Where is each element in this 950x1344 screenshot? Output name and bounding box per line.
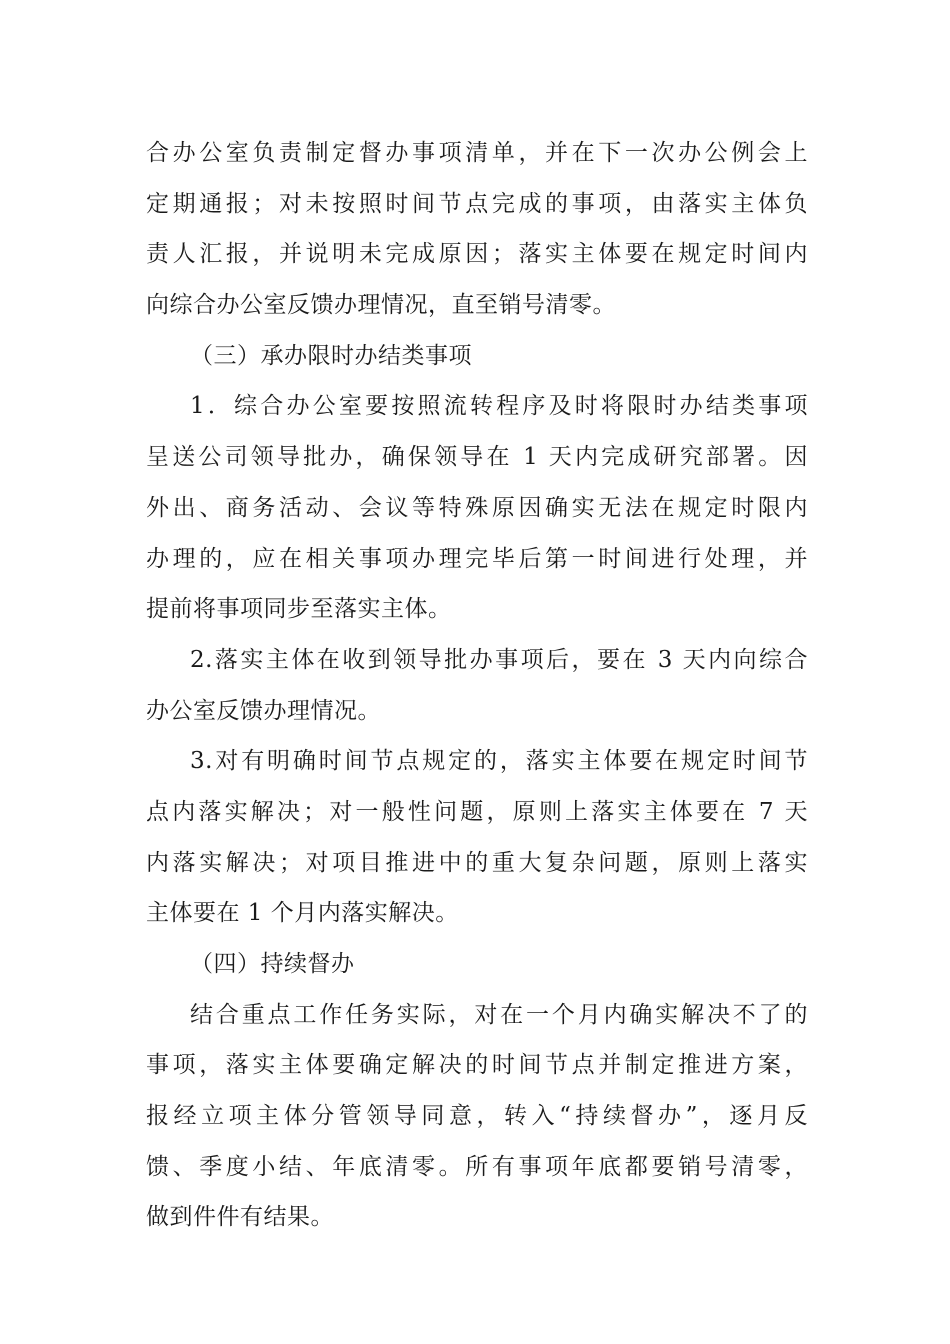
paragraph-line: 外出、商务活动、会议等特殊原因确实无法在规定时限内 [146,494,808,521]
section-heading-3: （三）承办限时办结类事项 [190,342,472,369]
paragraph-line: 内落实解决；对项目推进中的重大复杂问题，原则上落实 [146,849,808,876]
paragraph-line: 报经立项主体分管领导同意，转入“持续督办”，逐月反 [146,1103,808,1130]
paragraph-line: 馈、季度小结、年底清零。所有事项年底都要销号清零， [146,1153,808,1180]
paragraph-line: 办理的，应在相关事项办理完毕后第一时间进行处理，并 [146,545,808,572]
paragraph-line: 责人汇报，并说明未完成原因；落实主体要在规定时间内 [146,241,808,268]
paragraph-line: 向综合办公室反馈办理情况，直至销号清零。 [146,292,616,319]
document-body [146,128,808,1243]
paragraph-line: 定期通报；对未按照时间节点完成的事项，由落实主体负 [146,190,808,217]
paragraph-line: 办公室反馈办理情况。 [146,697,381,724]
paragraph-line: 主体要在 1 个月内落实解决。 [146,900,459,927]
paragraph-line: 做到件件有结果。 [146,1204,334,1231]
paragraph-line: 3.对有明确时间节点规定的，落实主体要在规定时间节 [190,748,808,775]
paragraph-line: 2.落实主体在收到领导批办事项后，要在 3 天内向综合 [190,646,808,673]
paragraph-line: 合办公室负责制定督办事项清单，并在下一次办公例会上 [146,140,808,166]
section-heading-4: （四）持续督办 [190,951,355,977]
paragraph-line: 点内落实解决；对一般性问题，原则上落实主体要在 7 天 [146,798,808,825]
paragraph-line: 提前将事项同步至落实主体。 [146,596,452,623]
paragraph-line: 事项，落实主体要确定解决的时间节点并制定推进方案， [146,1052,808,1079]
paragraph-line: 结合重点工作任务实际，对在一个月内确实解决不了的 [190,1001,808,1028]
paragraph-line: 呈送公司领导批办，确保领导在 1 天内完成研究部署。因 [146,444,808,471]
paragraph-line: 1．综合办公室要按照流转程序及时将限时办结类事项 [190,393,808,420]
